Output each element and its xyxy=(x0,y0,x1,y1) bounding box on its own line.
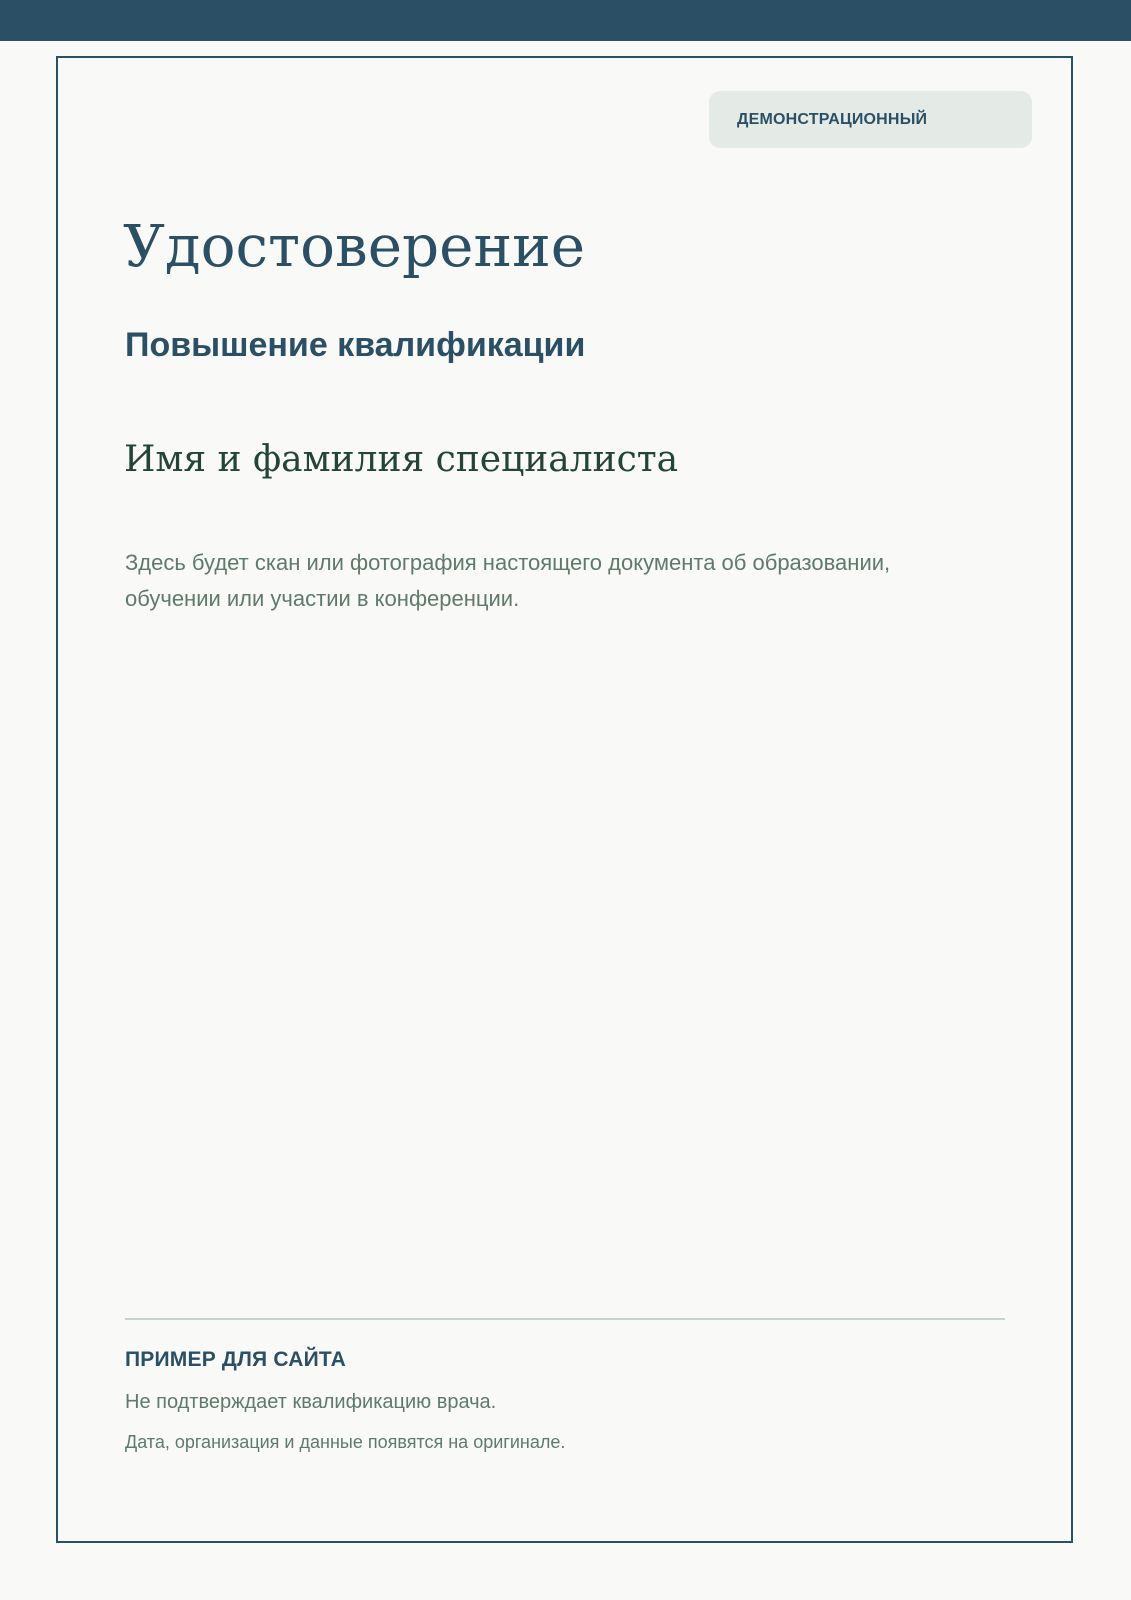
footer-divider xyxy=(125,1318,1005,1320)
footer-note-small: Дата, организация и данные появятся на оригинале. xyxy=(125,1432,566,1452)
document-title: Удостоверение xyxy=(123,212,586,280)
document-description: Здесь будет скан или фотография настоящего документа об образовании, обучении или участии в конференции. xyxy=(125,550,891,611)
specialist-name: Имя и фамилия специалиста xyxy=(124,439,679,480)
top-bar xyxy=(0,0,1131,41)
document-subtitle: Повышение квалификации xyxy=(125,326,586,364)
footer-note: Не подтверждает квалификацию врача. xyxy=(125,1391,497,1413)
demo-badge: ДЕМОНСТРАЦИОННЫЙ xyxy=(709,91,1032,148)
footer-label: ПРИМЕР ДЛЯ САЙТА xyxy=(125,1348,346,1371)
